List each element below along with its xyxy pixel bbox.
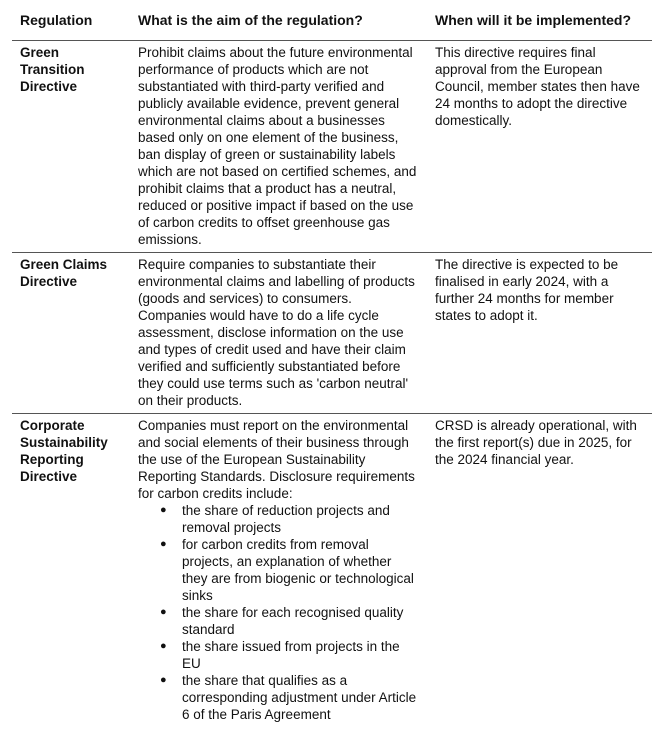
disclosure-requirements-list — [138, 502, 419, 723]
regulation-aim-cell — [130, 413, 427, 727]
list-item: ● the share of reduction projects and removal projects — [166, 502, 419, 536]
regulation-name: Green Claims Directive — [20, 256, 108, 289]
header-implementation: When will it be implemented? — [435, 12, 632, 28]
list-item: ● the share for each recognised quality standard — [166, 604, 419, 638]
regulation-aim: Require companies to substantiate their environmental claims and labelling of products (goods and services) to consumers. Companies would have to do a life cycle assessment, disclose information on the use and types of credit used and have their claim verified and sufficiently substantiated before they could use terms such as 'carbon neutral' on their products. — [138, 256, 415, 408]
regulation-aim: Prohibit claims about the future environmental performance of products which are not substantiated with third-party verified and publicly available evidence, prevent general environmental claims about a businesses based only on one element of the business, ban display of green or sustainability labels which are not based on certified schemes, and prohibit claims that a product has a neutral, reduced or positive impact if based on the use of carbon credits to offset greenhouse gas emissions. — [138, 44, 417, 247]
list-item: ● the share issued from projects in the EU — [166, 638, 419, 672]
regulations-table — [12, 0, 652, 727]
regulation-implementation: This directive requires final approval from the European Council, member states then have 24 months to adopt the directive domestically. — [435, 44, 640, 128]
table-header — [12, 0, 652, 40]
table-row — [12, 40, 652, 252]
regulation-name: Corporate Sustainability Reporting Directive — [20, 417, 108, 484]
table-row — [12, 252, 652, 413]
table-body — [12, 40, 652, 727]
list-item: ● the share that qualifies as a corresponding adjustment under Article 6 of the Paris Agreement — [166, 672, 419, 723]
regulation-implementation: CRSD is already operational, with the first report(s) due in 2025, for the 2024 financial year. — [435, 417, 637, 467]
regulation-aim: Companies must report on the environmental and social elements of their business through the use of the European Sustainability Reporting Standards. Disclosure requirements for carbon credits include: — [138, 417, 415, 501]
table-row — [12, 413, 652, 727]
header-aim: What is the aim of the regulation? — [138, 12, 363, 28]
regulation-implementation: The directive is expected to be finalised in early 2024, with a further 24 months for member states to adopt it. — [435, 256, 619, 323]
header-regulation: Regulation — [20, 12, 93, 28]
list-item: ● for carbon credits from removal projects, an explanation of whether they are from biogenic or technological sinks — [166, 536, 419, 604]
regulation-name: Green Transition Directive — [20, 44, 85, 94]
header-row — [12, 0, 652, 40]
